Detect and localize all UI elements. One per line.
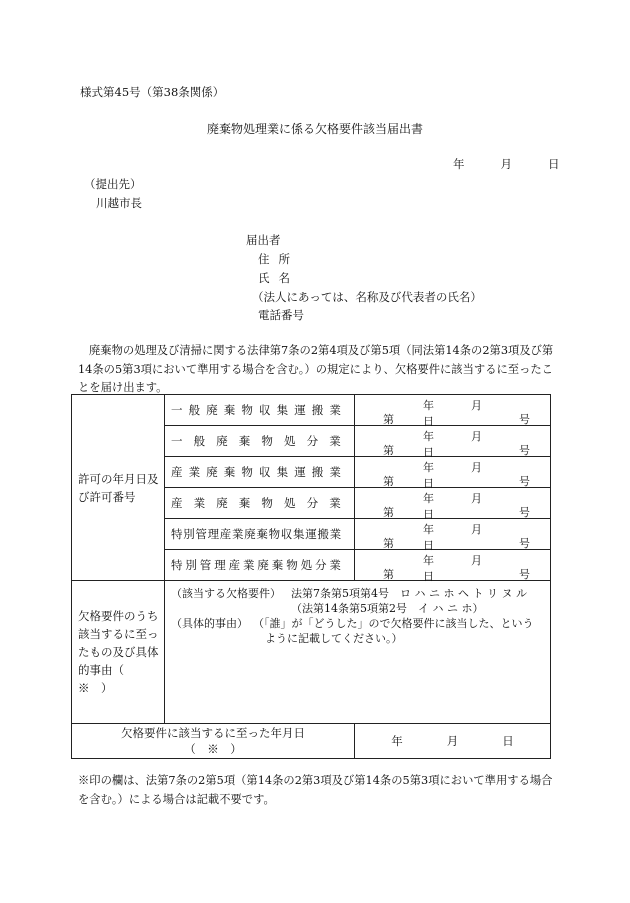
day-unit: 日 [423,415,434,428]
year-unit: 年 [423,554,434,567]
date-reached-label-cell [72,724,355,759]
business-type: 産業廃棄物収集運搬業 [171,465,347,479]
number-prefix: 第 [383,506,394,519]
day-unit: 日 [423,477,434,490]
applicant-address-label: 住所 [258,252,299,266]
year-unit: 年 [391,734,403,748]
number-prefix: 第 [383,568,394,581]
ineligible-label: 欠格要件のうち該当するに至ったもの及び具体的事由（ ※ ） [72,581,165,724]
applicant-name-label: 氏名 [258,271,299,285]
permit-number-cell[interactable] [355,395,551,426]
business-type-cell [165,426,355,457]
business-type: 一般廃棄物処分業 [171,434,352,448]
month-unit: 月 [471,461,482,474]
applicable-requirement-line1: 法第7条第5項第4号 ロ ハ ニ ホ ヘ ト リ ヌ ル [291,587,527,600]
business-type-cell [165,457,355,488]
number-suffix: 号 [519,568,530,581]
business-type: 一般廃棄物収集運搬業 [171,403,347,417]
year-unit: 年 [423,399,434,412]
form-number: 様式第45号（第38条関係） [80,85,225,99]
month-unit: 月 [471,430,482,443]
applicable-requirement-line2: （法第14条第5項第2号 イ ハ ニ ホ） [291,602,484,615]
addressee-label: （提出先） [84,177,142,191]
ineligible-details-cell[interactable] [165,581,551,724]
month-unit: 月 [471,399,482,412]
year-unit: 年 [423,461,434,474]
declaration-text: 廃棄物の処理及び清掃に関する法律第7条の2第4項及び第5項（同法第14条の2第3項及び第14条の5第3項において準用する場合を含む。）の規定により、欠格要件に該当するに至ったことを届け出ます。 [78,344,554,394]
applicant-heading: 届出者 [246,233,281,247]
date-reached-value-cell[interactable] [355,724,551,759]
number-suffix: 号 [519,506,530,519]
number-suffix: 号 [519,537,530,550]
permit-number-cell[interactable] [355,550,551,581]
month-unit: 月 [446,734,459,748]
specific-reason-instruction-1: （「誰」が「どうした」ので欠格要件に該当した、という [253,617,534,630]
applicant-corporate-note: （法人にあっては、名称及び代表者の氏名） [252,290,482,304]
number-suffix: 号 [519,475,530,488]
day-unit: 日 [548,157,560,171]
applicable-requirement-label: （該当する欠格要件） [171,587,281,600]
month-unit: 月 [471,554,482,567]
number-prefix: 第 [383,444,394,457]
day-unit: 日 [423,570,434,583]
business-type: 産業廃棄物処分業 [171,496,352,510]
day-unit: 日 [423,539,434,552]
year-unit: 年 [423,523,434,536]
document-title: 廃棄物処理業に係る欠格要件該当届出書 [207,122,424,136]
permit-number-cell[interactable] [355,488,551,519]
permit-number-cell[interactable] [355,426,551,457]
month-unit: 月 [500,157,512,171]
day-unit: 日 [423,446,434,459]
specific-reason-label: （具体的事由） [171,617,248,630]
year-unit: 年 [423,430,434,443]
business-type: 特別管理産業廃棄物処分業 [171,558,344,572]
day-unit: 日 [502,734,514,748]
addressee: 川越市長 [96,196,142,210]
number-suffix: 号 [519,413,530,426]
number-prefix: 第 [383,475,394,488]
business-type-cell [165,488,355,519]
specific-reason-instruction-2: ように記載してください。） [265,632,403,645]
permit-number-cell[interactable] [355,457,551,488]
footnote: ※印の欄は、法第7条の2第5項（第14条の2第3項及び第14条の5第3項において準用する場合を含む。）による場合は記載不要です。 [78,774,553,806]
year-unit: 年 [423,492,434,505]
day-unit: 日 [423,508,434,521]
number-prefix: 第 [383,413,394,426]
number-prefix: 第 [383,537,394,550]
year-unit: 年 [453,157,465,171]
month-unit: 月 [471,492,482,505]
business-type-cell [165,395,355,426]
form-table [71,394,551,759]
date-reached-mark: （ ※ ） [184,742,242,756]
permit-label: 許可の年月日及び許可番号 [72,395,165,581]
submission-date [453,156,596,172]
business-type: 特別管理産業廃棄物収集運搬業 [171,527,342,541]
month-unit: 月 [471,523,482,536]
date-reached-label: 欠格要件に該当するに至った年月日 [121,726,305,740]
number-suffix: 号 [519,444,530,457]
business-type-cell [165,550,355,581]
applicant-tel-label: 電話番号 [258,308,304,322]
business-type-cell [165,519,355,550]
permit-number-cell[interactable] [355,519,551,550]
